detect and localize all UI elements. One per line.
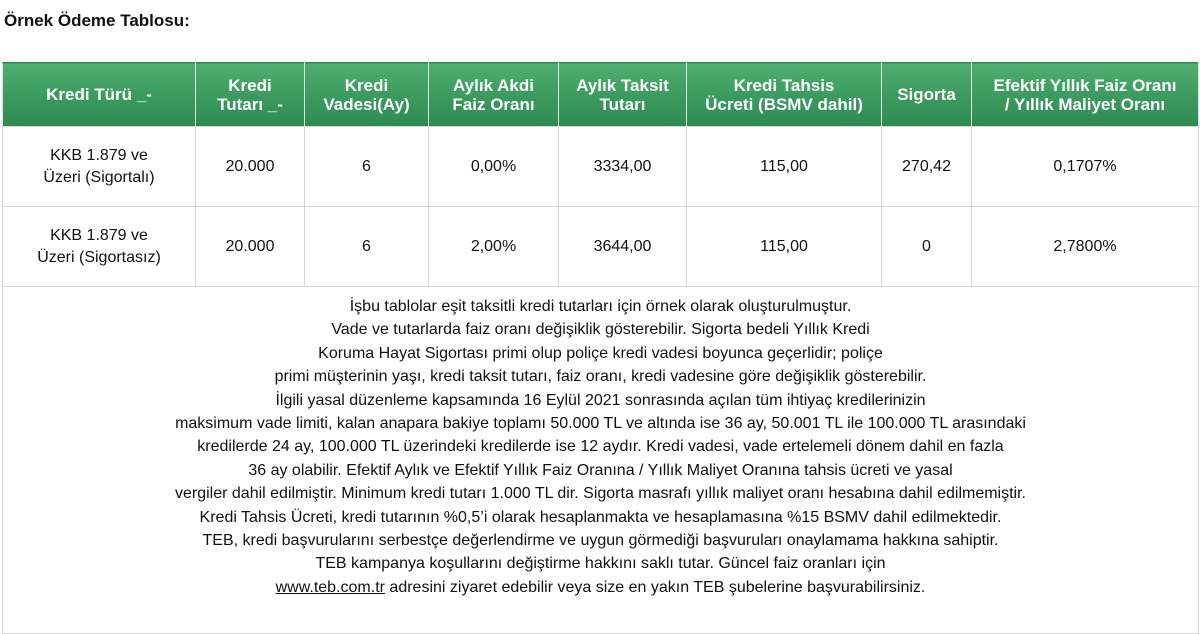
cell-kredi-vadesi: 6 (305, 127, 429, 207)
disclaimer-note (3, 287, 1199, 634)
note-line: Kredi Tahsis Ücreti, kredi tutarının %0,5’i olarak hesaplanmakta ve hesaplamasına %15 BSMV dahil edilmektedir. (199, 508, 1002, 526)
col-header-aylik-akdi-faiz: Aylık Akdi Faiz Oranı (429, 63, 559, 127)
table-note-row (3, 287, 1199, 634)
note-line: primi müşterinin yaşı, kredi taksit tutarı, faiz oranı, kredi vadesine göre değişiklik gösterebilir. (274, 368, 927, 386)
cell-aylik-faiz: 2,00% (429, 207, 559, 287)
cell-kredi-tutari: 20.000 (196, 127, 305, 207)
cell-tahsis-ucreti: 115,00 (687, 127, 882, 207)
cell-aylik-taksit: 3644,00 (559, 207, 687, 287)
table-row (3, 207, 1199, 287)
cell-aylik-faiz: 0,00% (429, 127, 559, 207)
col-header-efektif-yillik: Efektif Yıllık Faiz Oranı / Yıllık Maliyet Oranı (972, 63, 1199, 127)
cell-efektif-yillik: 2,7800% (972, 207, 1199, 287)
note-line: İlgili yasal düzenleme kapsamında 16 Eylül 2021 sonrasında açılan tüm ihtiyaç kredilerinizin (275, 391, 926, 409)
note-line: 36 ay olabilir. Efektif Aylık ve Efektif Yıllık Faiz Oranına / Yıllık Maliyet Oranına tahsis ücreti ve yasal (248, 461, 953, 479)
note-line: TEB kampanya koşullarını değiştirme hakkını saklı tutar. Güncel faiz oranları için (315, 555, 886, 573)
note-line: maksimum vade limiti, kalan anapara bakiye toplamı 50.000 TL ve altında ise 36 ay, 50.001 TL ile 100.000 TL arasındaki (175, 415, 1026, 433)
col-header-kredi-tutari: Kredi Tutarı _- (196, 63, 305, 127)
col-header-kredi-vadesi: Kredi Vadesi(Ay) (305, 63, 429, 127)
note-line-last-text: adresini ziyaret edebilir veya size en yakın TEB şubelerine başvurabilirsiniz. (384, 578, 926, 596)
note-line: kredilerde 24 ay, 100.000 TL üzerindeki kredilerde ise 12 aydır. Kredi vadesi, vade ertelemeli dönem dahil en fazla (197, 438, 1004, 456)
note-line-last (13, 576, 1188, 599)
cell-kredi-turu: KKB 1.879 ve Üzeri (Sigortasız) (3, 207, 196, 287)
cell-efektif-yillik: 0,1707% (972, 127, 1199, 207)
col-header-kredi-turu: Kredi Türü _- (3, 63, 196, 127)
cell-sigorta: 0 (882, 207, 972, 287)
col-header-tahsis-ucreti: Kredi Tahsis Ücreti (BSMV dahil) (687, 63, 882, 127)
cell-kredi-vadesi: 6 (305, 207, 429, 287)
table-header-row (3, 63, 1199, 127)
teb-website-link[interactable]: www.teb.com.tr (275, 578, 385, 596)
note-line: Vade ve tutarlarda faiz oranı değişiklik gösterebilir. Sigorta bedeli Yıllık Kredi (331, 321, 870, 339)
cell-kredi-turu: KKB 1.879 ve Üzeri (Sigortalı) (3, 127, 196, 207)
page-title: Örnek Ödeme Tablosu: (4, 11, 190, 30)
payment-table-container (2, 62, 1198, 634)
col-header-aylik-taksit: Aylık Taksit Tutarı (559, 63, 687, 127)
note-line: TEB, kredi başvurularını serbestçe değerlendirme ve uygun görmediği başvuruları onaylamama hakkına sahiptir. (202, 532, 999, 550)
cell-sigorta: 270,42 (882, 127, 972, 207)
cell-kredi-tutari: 20.000 (196, 207, 305, 287)
note-line: vergiler dahil edilmiştir. Minimum kredi tutarı 1.000 TL dir. Sigorta masrafı yıllık maliyet oranı hesabına dahil edilmemiştir. (174, 485, 1026, 503)
cell-tahsis-ucreti: 115,00 (687, 207, 882, 287)
note-line: Koruma Hayat Sigortası primi olup poliçe kredi vadesi boyunca geçerlidir; poliçe (318, 344, 883, 362)
payment-table (2, 62, 1199, 634)
cell-aylik-taksit: 3334,00 (559, 127, 687, 207)
col-header-sigorta: Sigorta (882, 63, 972, 127)
note-line: İşbu tablolar eşit taksitli kredi tutarları için örnek olarak oluşturulmuştur. (349, 298, 852, 315)
table-row (3, 127, 1199, 207)
